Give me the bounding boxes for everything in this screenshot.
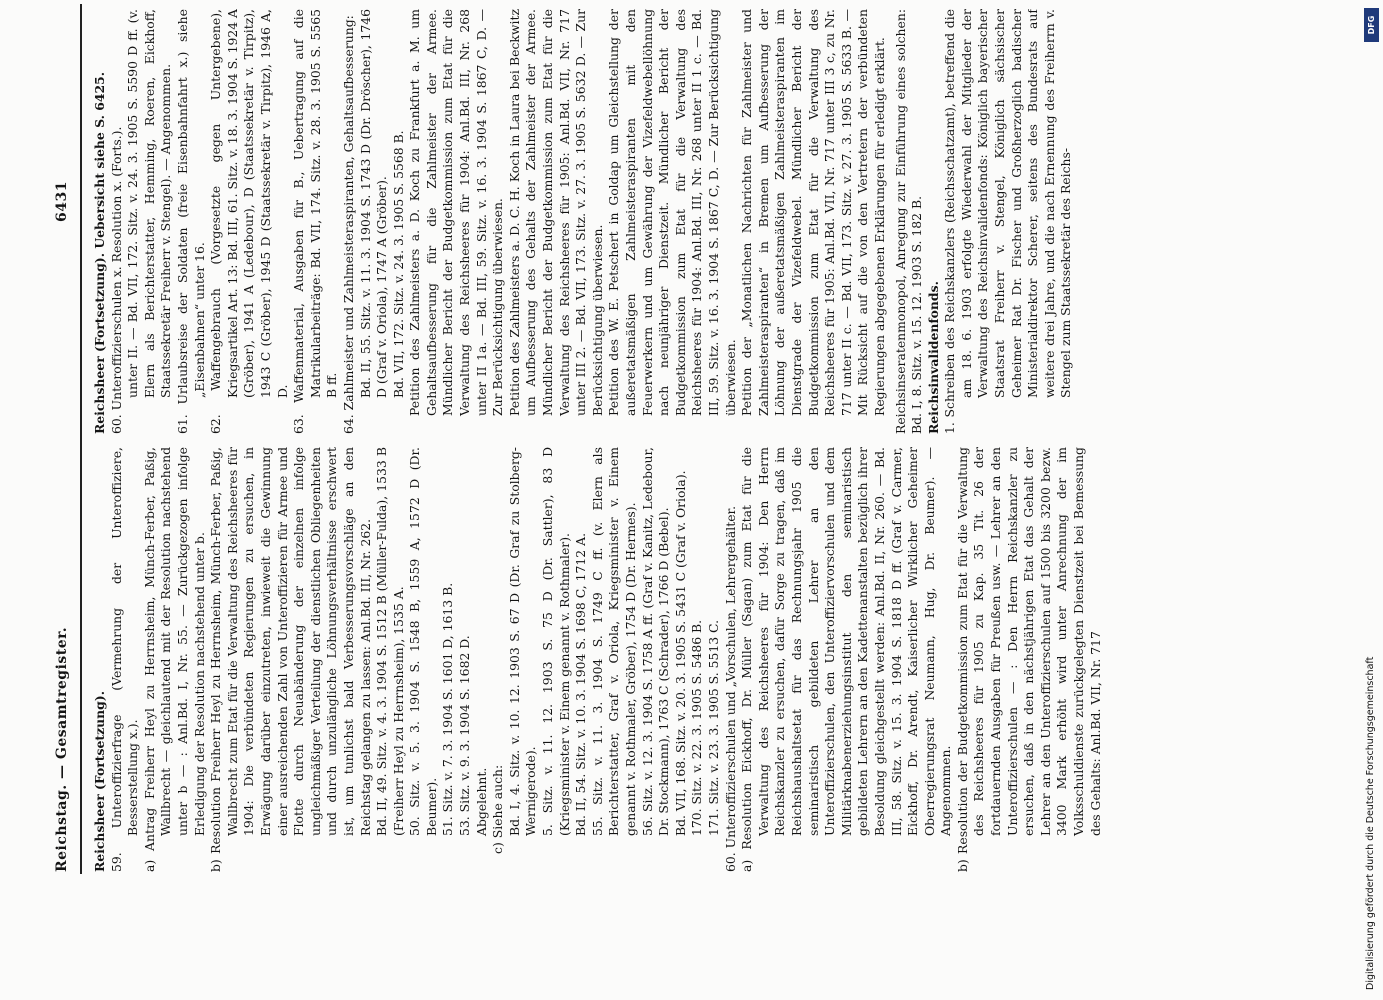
citation: 51. Sitz. v. 7. 3. 1904 S. 1601 D, 1613 B.	[440, 582, 456, 836]
citation: Bd. I, 4. Sitz. v. 10. 12. 1903 S. 67 D (Dr. Graf zu Stolberg-Wernigerode).	[506, 447, 539, 836]
dfg-logo	[1364, 8, 1379, 42]
entry-59: 59. Unteroffizierfrage (Vermehrung der Unteroffiziere, Besserstellung x.).	[108, 447, 141, 872]
citation: Bd. II, 49. Sitz. v. 4. 3. 1904 S. 1512 B (Müller-Fulda), 1533 B (Freiherr Heyl zu Herrnsheim), 1535 A.	[374, 447, 406, 836]
entry-61: 61. Urlaubsreise der Soldaten (freie Eisenbahnfahrt x.) siehe „Eisenbahnen“ unter 16.	[174, 9, 207, 434]
citation: Bd. II, 54. Sitz. v. 10. 3. 1904 S. 1698 C, 1712 A.	[573, 532, 589, 836]
citation: 171. Sitz. v. 23. 3. 1905 S. 5513 C.	[705, 619, 721, 836]
digitization-credit: Digitalisierung gefördert durch die Deutsche Forschungsgemeinschaft	[1365, 656, 1376, 990]
section-heading: Reichsheer (Fortsetzung).	[92, 690, 107, 872]
petition: Petition des Zahlmeisters a. D. C. H. Koch in Laura bei Beckwitz um Aufbesserung des Gehalts der Zahlmeister der Armee. Mündlicher Bericht der Budgetkommission zum Etat für die Verwaltung des Reichsheeres für 1905: Anl.Bd. VII, Nr. 717 unter III 2. — Bd. VII, 173. Sitz. v. 27. 3. 1905 S. 5632 D. — Zur Berücksichtigung überwiesen.	[506, 9, 605, 416]
petition: Petition des W. E. Petschert in Goldap um Gleichstellung der außeretatsmäßigen Zahlmeisteraspiranten mit den Feuerwerkern und um Gewährung der Vizefeldwebellöhnung nach neunjähriger Dienstzeit. Mündlicher Bericht der Budgetkommission zum Etat für die Verwaltung des Reichsheeres für 1904: Anl.Bd. III, Nr. 268 unter II 1 c. — Bd. III, 59. Sitz. v. 16. 3. 1904 S. 1867 C, D. — Zur Berücksichtigung überwiesen.	[606, 9, 738, 416]
section-heading: Reichsheer (Fortsetzung). Uebersicht siehe S. 6425.	[92, 71, 107, 434]
right-column	[92, 9, 1362, 434]
left-column	[92, 447, 1362, 872]
entry-60b: b) Resolution der Budgetkommission zum Etat für die Verwaltung des Reichsheeres für 1905 zu Kap. 35 Tit. 26 der fortdauernden Ausgaben für Preußen usw. — Lehrer an den Unteroffizierschulen — : Den Herrn Reichskanzler zu ersuchen, daß in den nächstjährigen Etat das Gehalt der Lehrer an den Unteroffizierschulen auf 1500 bis 3200 bezw. 3400 Mark erhöht wird unter Anrechnung der im Volksschuldienste zurückgelegten Dienstzeit bei Bemessung des Gehalts: Anl.Bd. VII, Nr. 717	[954, 447, 1103, 872]
citation: Bd. II, 55. Sitz. v. 11. 3. 1904 S. 1743 D (Dr. Dröscher), 1746 D (Graf v. Oriola), 1747 A (Gröber).	[357, 9, 390, 398]
citation: 50. Sitz. v. 5. 3. 1904 S. 1548 B, 1559 A, 1572 D (Dr. Beumer).	[407, 447, 439, 836]
entry-60-cont: 60. Unteroffizierschulen x. Resolution x. (Forts.).	[108, 126, 124, 434]
entry-59b: b) Resolution Freiherr Heyl zu Herrnsheim, Münch-Ferber, Paßig, Wallbrecht zum Etat für die Verwaltung des Reichsheeres für 1904: Die verbündeten Regierungen zu ersuchen, in Erwägung darüber einzutreten, inwieweit die Gewinnung einer ausreichenden Zahl von Unteroffizieren für Armee und Flotte durch Neuabänderung der einzelnen infolge ungleichmäßiger Verteilung der dienstlichen Obliegenheiten und durch unzulängliche Löhnungsverhältnisse erschwert ist, um tunlichst bald Verbesserungsvorschläge an den Reichstag gelangen zu lassen: Anl.Bd. III, Nr. 262.	[208, 447, 373, 872]
result-text: Abgelehnt.	[473, 767, 489, 836]
petition: Petition des Zahlmeisters a. D. Koch zu Frankfurt a. M. um Gehaltsaufbesserung für die Zahlmeister der Armee. Mündlicher Bericht der Budgetkommission zum Etat für die Verwaltung des Reichsheeres für 1904: Anl.Bd. III, Nr. 268 unter II 1a. — Bd. III, 59. Sitz. v. 16. 3. 1904 S. 1867 C, D. — Zur Berücksichtigung überwiesen.	[407, 9, 506, 416]
section-heading: Reichsinvalidenfonds.	[925, 281, 941, 434]
citation: 170. Sitz. v. 22. 3. 1905 S. 5486 B.	[689, 619, 705, 836]
header-rule	[80, 4, 82, 874]
dfg-logo-text: DFG	[1367, 15, 1376, 35]
entry-1: 1. Schreiben des Reichskanzlers (Reichsschatzamt), betreffend die am 18. 6. 1903 erfolgte Wiederwahl der Mitglieder der Verwaltung des Reichsinvalidenfonds: Königlich bayerischer Staatsrat Freiherr v. Stengel, Königlich sächsischer Geheimer Rat Dr. Fischer und Großherzoglich badischer Ministerialdirektor Scherer, seitens des Bundesrats auf weitere drei Jahre, und die nach Ernennung des Freiherrn v. Stengel zum Staatssekretär des Reichs-	[942, 9, 1074, 434]
entry-63: 63. Waffenmaterial, Ausgaben für B., Uebertragung auf die Matrikularbeiträge: Bd. VII, 174. Sitz. v. 28. 3. 1905 S. 5565 B ff.	[291, 9, 340, 434]
citation: 5. Sitz. v. 11. 12. 1903 S. 75 D (Dr. Sattler), 83 D (Kriegsminister v. Einem genannt v. Rothmaler).	[540, 447, 572, 836]
citation: 53. Sitz. v. 9. 3. 1904 S. 1682 D.	[457, 635, 473, 836]
entry-60: 60. Unteroffizierschulen und „Vorschulen, Lehrergehälter.	[722, 505, 738, 872]
running-head: Reichstag. — Gesamtregister.	[54, 626, 70, 872]
citation: 56. Sitz. v. 12. 3. 1904 S. 1758 A ff. (Graf v. Kanitz, Ledebour, Dr. Stockmann), 1763 C (Schrader), 1766 D (Bebel).	[639, 447, 672, 836]
page-number: 6431	[54, 181, 70, 222]
citation: 55. Sitz. v. 11. 3. 1904 S. 1749 C ff. (v. Elern als Berichterstatter, Graf v. Oriola, Kriegsminister v. Einem genannt v. Rothmaler, Gröber), 1754 D (Dr. Hermes).	[589, 447, 638, 836]
entry-62: 62. Waffengebrauch (Vorgesetzte gegen Untergebene), Kriegsartikel Art. 13: Bd. III, 61. Sitz. v. 18. 3. 1904 S. 1924 A (Gröber), 1941 A (Ledebour), D (Staatssekretär v. Tirpitz), 1943 C (Gröber), 1945 D (Staatssekretär v. Tirpitz), 1946 A, D.	[208, 9, 290, 434]
petition: Petition der „Monatlichen Nachrichten für Zahlmeister und Zahlmeisteraspiranten“ in Bremen um Aufbesserung der Löhnung der außeretatsmäßigen Zahlmeisteraspiranten im Dienstgrade der Vizefeldwebel. Mündlicher Bericht der Budgetkommission zum Etat für die Verwaltung des Reichsheeres für 1905: Anl.Bd. VII, Nr. 717 unter III 3 c, zu Nr. 717 unter II c. — Bd. VII, 173. Sitz. v. 27. 3. 1905 S. 5633 B. — Mit Rücksicht auf die von den Vertretern der verbündeten Regierungen abgegebenen Erklärungen für erledigt erklärt.	[739, 9, 887, 416]
entry-59a: a) Antrag Freiherr Heyl zu Herrnsheim, Münch-Ferber, Paßig, Wallbrecht — gleichlautend mit der Resolution nachstehend unter b — : Anl.Bd. I, Nr. 55. — Zurückgezogen infolge Erledigung der Resolution nachstehend unter b.	[141, 447, 207, 872]
section-heading: Reichsinseratenmonopol, Anregung zur Einführung eines solchen: Bd. I, 8. Sitz. v. 15. 12. 1903 S. 182 B.	[892, 9, 925, 434]
citation: Bd. VII, 172. Sitz. v. 24. 3. 1905 S. 5568 B.	[390, 130, 406, 398]
entry-60a: a) Resolution Eickhoff, Dr. Müller (Sagan) zum Etat für die Verwaltung des Reichsheeres für 1904: Den Herrn Reichskanzler zu ersuchen, dafür Sorge zu tragen, daß im Reichshaushaltsetat für das Rechnungsjahr 1905 die seminaristisch gebildeten Lehrer an den Unteroffizierschulen, den Unteroffiziervorschulen und dem Militärknabenerziehungsinstitut den seminaristisch gebildeten Lehrern an den Kadettenanstalten bezüglich ihrer Besoldung gleichgestellt werden: Anl.Bd. II, Nr. 260. — Bd. III, 58. Sitz. v. 15. 3. 1904 S. 1818 D ff. (Graf v. Carmer, Eickhoff, Dr. Arendt, Kaiserlicher Wirklicher Geheimer Oberregierungsrat Neumann, Hug, Dr. Beumer). — Angenommen.	[739, 447, 954, 872]
entry-64: 64. Zahlmeister und Zahlmeisteraspiranten, Gehaltsaufbesserung:	[340, 15, 356, 434]
entry-59c: c) Siehe auch:	[490, 764, 506, 854]
citation: unter II. — Bd. VII, 172. Sitz. v. 24. 3. 1905 S. 5590 D ff. (v. Elern als Berichterstatter, Hemming, Roeren, Eickhoff, Staatssekretär Freiherr v. Stengel). — Angenommen.	[125, 9, 174, 398]
citation: Bd. VII, 168. Sitz. v. 20. 3. 1905 S. 5431 C (Graf v. Oriola).	[672, 470, 688, 836]
